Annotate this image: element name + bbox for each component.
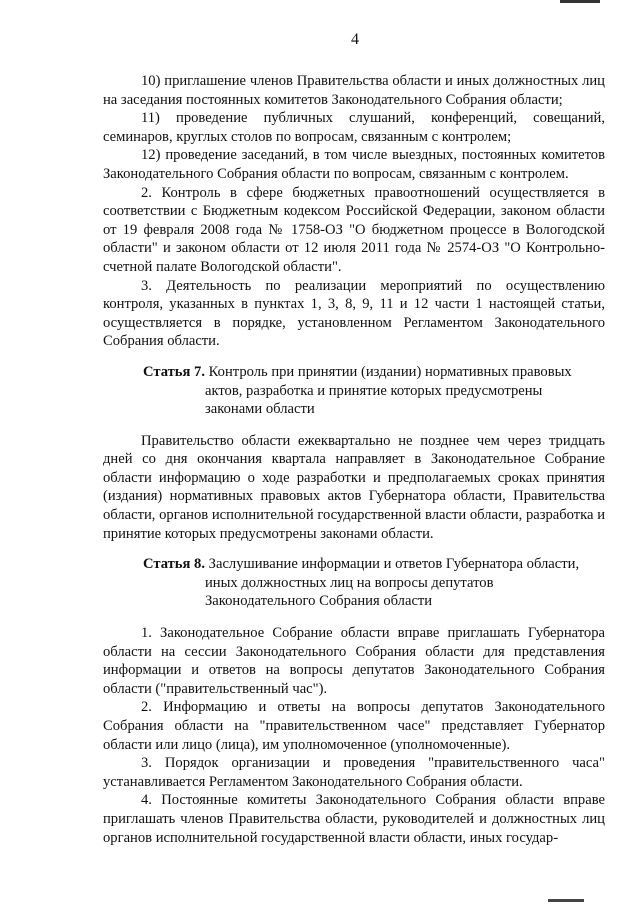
paragraph: 12) проведение заседаний, в том числе выездных, постоянных комитетов Законодательного Собрания области по вопросам, связанным с контролем. bbox=[103, 147, 605, 182]
article-7-label: Статья 7. bbox=[143, 363, 205, 380]
article-8-title-line1: Заслушивание информации и ответов Губернатора области, bbox=[208, 556, 580, 573]
article-7-title-line1: Контроль при принятии (издании) нормативных правовых bbox=[208, 363, 572, 380]
article-8-heading bbox=[143, 555, 605, 611]
paragraph: 1. Законодательное Собрание области вправе приглашать Губернатора области на сессии Законодательного Собрания области для представления информации и ответов на вопросы депутатов Законодательного Собрания области ("правительственный час"). bbox=[103, 625, 605, 697]
article-8-title-line2: иных должностных лиц на вопросы депутатов bbox=[205, 574, 494, 591]
paragraph: 11) проведение публичных слушаний, конференций, совещаний, семинаров, круглых столов по вопросам, связанным с контролем; bbox=[103, 110, 605, 145]
document-body bbox=[103, 72, 605, 847]
article-7-title-line3: законами области bbox=[205, 401, 315, 418]
paragraph: 10) приглашение членов Правительства области и иных должностных лиц на заседания постоянных комитетов Законодательного Собрания области; bbox=[103, 73, 605, 108]
article-7-heading bbox=[143, 363, 605, 419]
paragraph: 3. Порядок организации и проведения "правительственного часа" устанавливается Регламентом Законодательного Собрания области. bbox=[103, 755, 605, 790]
article-7-title-line2: актов, разработка и принятие которых предусмотрены bbox=[205, 382, 543, 399]
article-8-label: Статья 8. bbox=[143, 556, 205, 573]
page-number: 4 bbox=[351, 31, 359, 48]
paragraph: Правительство области ежеквартально не позднее чем через тридцать дней со дня окончания квартала направляет в Законодательное Собрание области информацию о ходе разработки и предполагаемых сроках принятия (издания) нормативных правовых актов Губернатора области, Правительства области, органов исполнительной государственной власти области, разработка и принятие которых предусмотрены законами области. bbox=[103, 432, 605, 542]
scan-mark-top bbox=[560, 0, 600, 3]
paragraph: 4. Постоянные комитеты Законодательного Собрания области вправе приглашать членов Правительства области, руководителей и должностных лиц органов исполнительной государственной власти области, иных государ- bbox=[103, 792, 605, 846]
scan-mark-bottom bbox=[548, 899, 584, 902]
paragraph: 3. Деятельность по реализации мероприятий по осуществлению контроля, указанных в пунктах 1, 3, 8, 9, 11 и 12 части 1 настоящей статьи, осуществляется в порядке, установленном Регламентом Законодательного Собрания области. bbox=[103, 277, 605, 350]
paragraph: 2. Контроль в сфере бюджетных правоотношений осуществляется в соответствии с Бюджетным кодексом Российской Федерации, законом области от 19 февраля 2008 года № 1758-ОЗ "О бюджетном процессе в Вологодской области" и законом области от 12 июля 2011 года № 2574-ОЗ "О Контрольно-счетной палате Вологодской области". bbox=[103, 184, 605, 275]
paragraph: 2. Информацию и ответы на вопросы депутатов Законодательного Собрания области на "правительственном часе" представляет Губернатор области или лицо (лица), им уполномоченное (уполномоченные). bbox=[103, 699, 605, 753]
article-8-title-line3: Законодательного Собрания области bbox=[205, 593, 433, 610]
